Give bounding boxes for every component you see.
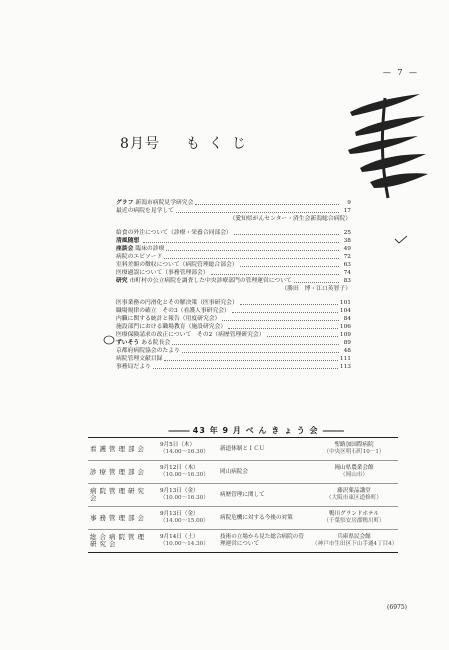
toc-entry-title: 医療過誤について（事務管理部会）	[116, 270, 209, 276]
toc-entry	[116, 215, 351, 223]
schedule-datetime	[158, 438, 218, 461]
toc-entry-label: 座談会	[116, 246, 134, 252]
schedule-group: 総合病院管理研究会	[90, 533, 147, 548]
schedule-time: （14.00～15.00）	[160, 518, 209, 524]
toc-entry-title: 京都府病院協会のたより	[116, 348, 180, 354]
schedule-address: （岡山市）	[340, 472, 368, 478]
toc-leader-dots	[143, 242, 339, 243]
toc-leader-dots	[228, 328, 338, 329]
checkmark-icon	[394, 235, 408, 245]
schedule-datetime	[158, 507, 218, 530]
toc-entry-label: グラフ	[116, 200, 134, 206]
toc-leader-dots	[234, 234, 339, 235]
schedule-venue: 藤沢薬品講堂	[337, 488, 371, 494]
toc-leader-dots	[164, 258, 339, 259]
contents-heading: もくじ	[185, 136, 255, 152]
schedule-place	[310, 438, 398, 461]
toc-leader-dots	[166, 250, 339, 251]
toc-entry-title: 病院のエピソード	[116, 254, 163, 260]
toc-entry-label: ずいそう	[116, 340, 140, 346]
toc-leader-dots	[222, 320, 339, 321]
toc-entry-page: 74	[343, 270, 351, 276]
schedule-place	[310, 530, 398, 553]
toc-entry-title: 内臓に関する統計と報告（用度研究会）	[116, 316, 221, 322]
toc-leader-dots	[267, 336, 338, 337]
toc-entry-title: 室料差額の徴収について（病院管理総合部会）	[116, 262, 238, 268]
toc-entry-page: 104	[339, 308, 351, 314]
toc-entry	[116, 207, 351, 215]
schedule-place	[310, 484, 398, 507]
toc-entry-title: 市町村の公立病院を調査した中央診療部門の管理運営について	[129, 278, 292, 284]
schedule-place	[310, 461, 398, 484]
toc-leader-dots	[240, 266, 339, 267]
toc-entry-page: 49	[343, 246, 351, 252]
toc-entry-page: 106	[339, 324, 351, 330]
schedule-venue: 兵庫県民会館	[337, 534, 371, 540]
toc-entry-title: （勝田 博・江口英智子）	[281, 286, 351, 292]
toc-leader-dots	[232, 312, 338, 313]
toc-entry	[116, 307, 351, 315]
schedule-time: （10.00～16.30）	[160, 472, 209, 478]
toc-entry	[116, 285, 351, 293]
toc-entry-page: 101	[339, 300, 351, 306]
toc-entry-page: 9	[347, 200, 351, 206]
schedule-topic: 病歴管理に関して	[218, 484, 310, 507]
schedule-topic: 技術の立場から見た総合病院の管理運営について	[220, 534, 304, 547]
toc-entry	[116, 269, 351, 277]
schedule-topic: 病院危機に対する今後の対策	[218, 507, 310, 530]
toc-entry	[116, 347, 351, 355]
toc-entry-title: （愛知県がんセンター・済生会新潟総合病院）	[229, 216, 351, 222]
study-meeting-schedule	[88, 437, 398, 553]
toc-entry	[116, 323, 351, 331]
schedule-venue: 鴨川グランドホテル	[328, 511, 380, 517]
schedule-address: （大阪市東区道修町）	[326, 495, 382, 501]
toc-entry-label: 研究	[116, 278, 128, 284]
toc-entry	[116, 261, 351, 269]
toc-entry-title: 事務局だより	[116, 364, 151, 370]
toc-entry-title: 給食の外注について（診療・栄養合同部会）	[116, 230, 232, 236]
schedule-datetime	[158, 461, 218, 484]
schedule-address: （千葉県安房郡鴨川町）	[323, 518, 385, 524]
page-number-top: — 7 —	[382, 68, 419, 77]
toc-entry-title: 新潟市病院見学研究会	[135, 200, 194, 206]
schedule-row	[88, 461, 398, 484]
toc-entry	[116, 355, 351, 363]
toc-leader-dots	[211, 274, 339, 275]
schedule-title-text: 43 年 9 月 べ ん き ょ う 会	[192, 426, 319, 435]
toc-entry-title: 医療保険請求の改正について その2（病歴管理研究会）	[116, 332, 265, 338]
toc-entry-page: 83	[343, 278, 351, 284]
toc-entry-label: 清風随想	[116, 238, 140, 244]
toc-entry	[116, 237, 351, 245]
schedule-group: 診療管理部会	[88, 461, 158, 484]
toc-entry-page: 38	[343, 238, 351, 244]
schedule-date: 9月5日（木）	[160, 442, 196, 448]
toc-entry-page: 84	[343, 316, 351, 322]
toc-entry	[116, 199, 351, 207]
schedule-title: ——— 43 年 9 月 べ ん き ょ う 会 ———	[168, 426, 344, 435]
schedule-topic: 新道体制とＩＣＵ	[218, 438, 310, 461]
schedule-time: （10.00～16.30）	[160, 495, 209, 501]
schedule-row	[88, 438, 398, 461]
circle-annotation-icon	[103, 335, 115, 345]
page-code: (6975)	[387, 604, 407, 611]
toc-leader-dots	[172, 344, 339, 345]
schedule-date: 9月12日（木）	[160, 465, 199, 471]
toc-leader-dots	[195, 204, 339, 205]
schedule-datetime	[158, 484, 218, 507]
toc-entry	[116, 253, 351, 261]
schedule-row	[88, 530, 398, 553]
schedule-date: 9月13日（金）	[160, 511, 199, 517]
schedule-date: 9月14日（土）	[160, 534, 199, 540]
toc-entry-page: 113	[339, 364, 351, 370]
toc-leader-dots	[153, 368, 338, 369]
table-of-contents	[116, 199, 351, 371]
toc-entry-page: 63	[343, 262, 351, 268]
schedule-group: 病院管理研究会	[88, 484, 158, 507]
toc-entry-page: 89	[343, 340, 351, 346]
toc-entry-page: 111	[339, 356, 351, 362]
toc-entry	[116, 229, 351, 237]
toc-entry-page: 17	[343, 208, 351, 214]
toc-entry	[116, 363, 351, 371]
toc-leader-dots	[164, 360, 338, 361]
schedule-place	[310, 507, 398, 530]
schedule-row	[88, 484, 398, 507]
schedule-group: 事務管理部会	[88, 507, 158, 530]
toc-leader-dots	[240, 304, 338, 305]
toc-leader-dots	[176, 212, 339, 213]
schedule-time: （10.00～14.30）	[160, 541, 209, 547]
toc-entry-page: 109	[339, 332, 351, 338]
toc-entry-title: 最近の病院を見学して	[116, 208, 174, 214]
toc-entry-title: 病院管理文献目録	[116, 356, 163, 362]
schedule-row	[88, 507, 398, 530]
schedule-date: 9月13日（金）	[160, 488, 199, 494]
schedule-venue: 岡山県農業会館	[334, 465, 374, 471]
toc-entry	[116, 245, 351, 253]
toc-entry	[116, 299, 351, 307]
toc-entry	[116, 315, 351, 323]
schedule-time: （14.00～16.30）	[160, 449, 209, 455]
brush-calligraphy-icon	[330, 88, 430, 203]
toc-leader-dots	[182, 352, 339, 353]
schedule-topic: 岡山病院会	[218, 461, 310, 484]
schedule-datetime	[158, 530, 218, 553]
issue-month: 8月号	[120, 136, 160, 152]
schedule-group: 看護管理部会	[88, 438, 158, 461]
toc-entry-page: 48	[343, 348, 351, 354]
toc-entry	[116, 339, 351, 347]
schedule-venue: 聖路加国際病院	[334, 442, 374, 448]
toc-entry-title: ある院長会	[141, 340, 171, 346]
toc-entry-title: 施設部門における職場教育（施設研究会）	[116, 324, 227, 330]
issue-title	[120, 133, 255, 153]
schedule-address: （中央区明石町10－1）	[323, 449, 385, 455]
schedule-address: （神戸市生田区下山手通4丁目4）	[312, 541, 398, 547]
toc-entry	[116, 277, 351, 285]
toc-leader-dots	[294, 282, 339, 283]
toc-entry-page: 72	[343, 254, 351, 260]
toc-entry-page: 25	[343, 230, 351, 236]
toc-entry-title: 職場規律の確立 その3（看護人事研究会）	[116, 308, 230, 314]
toc-entry-title: 医事業務の円滑化とその解決策（医事研究会）	[116, 300, 238, 306]
toc-entry	[116, 331, 351, 339]
toc-entry-title: 臨床の診療	[135, 246, 165, 252]
